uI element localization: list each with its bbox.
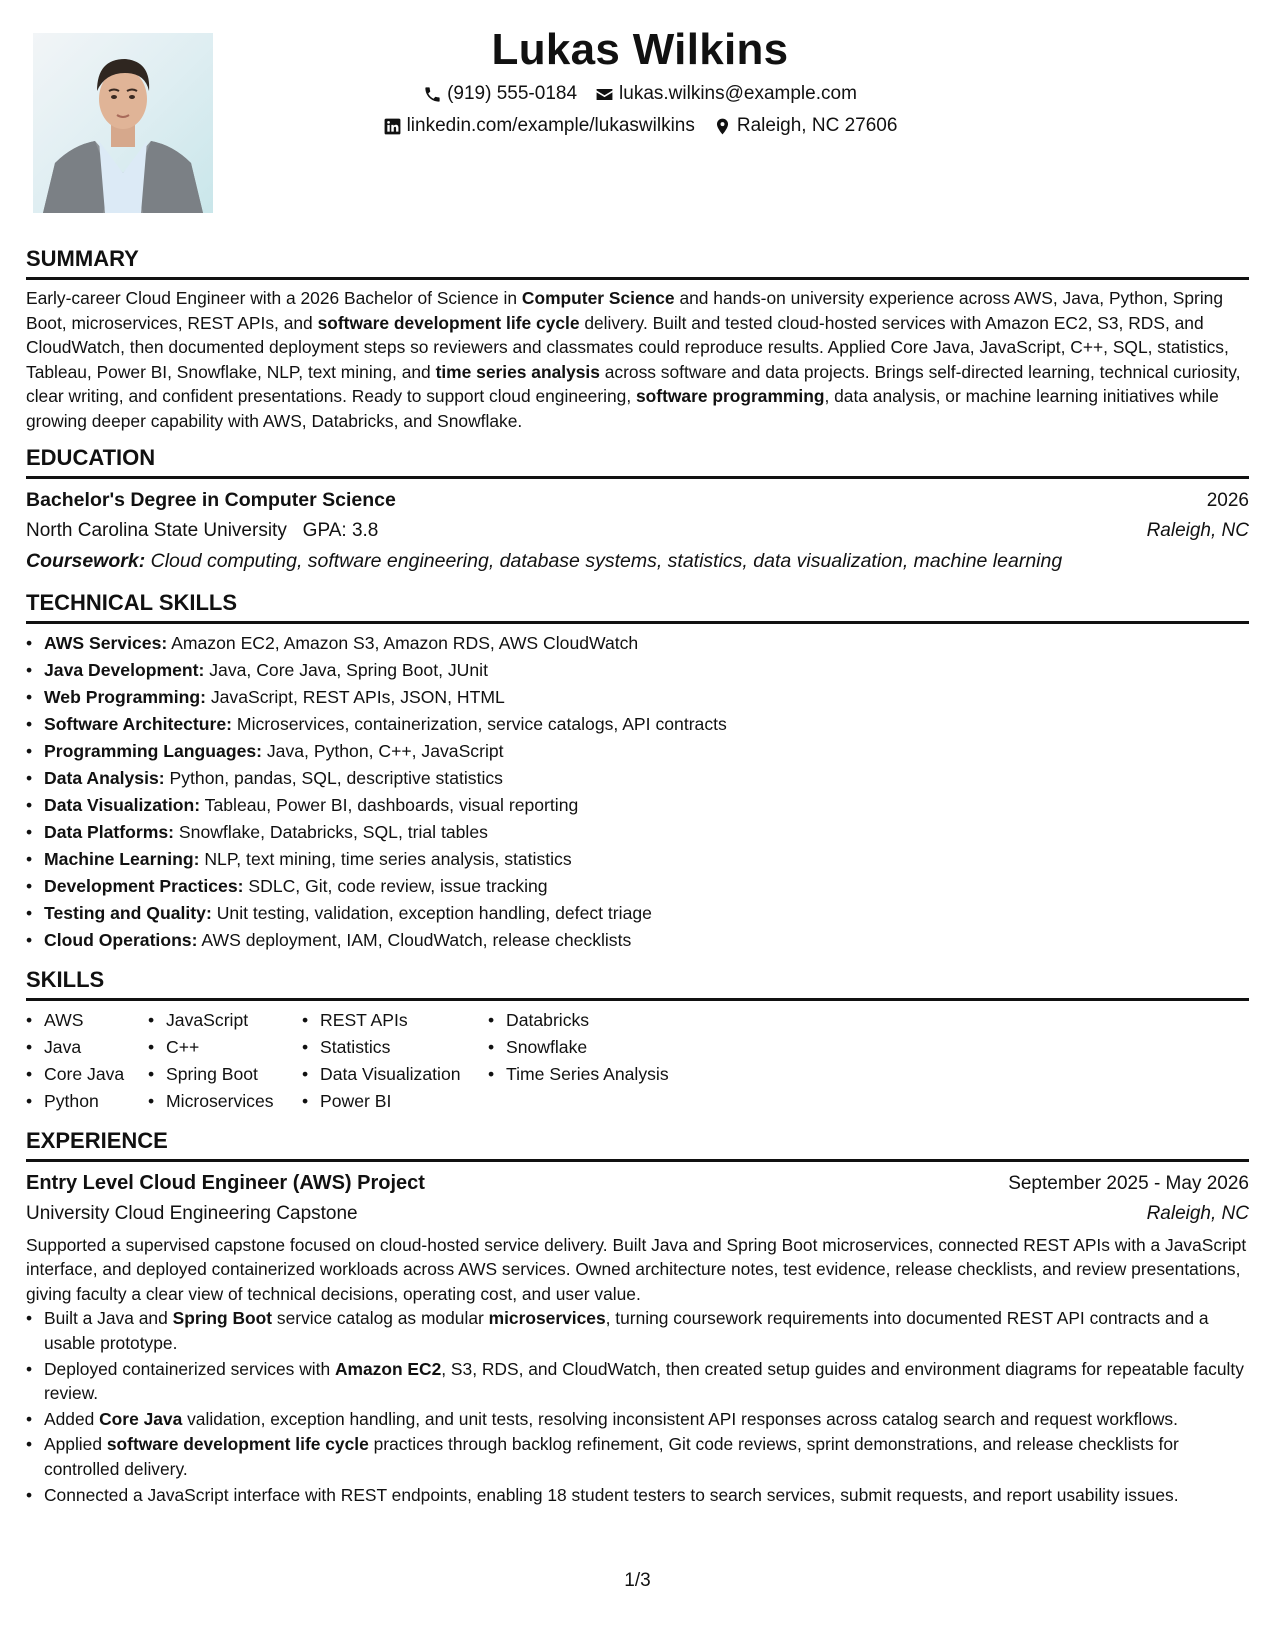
text-run: Applied <box>44 1434 107 1455</box>
skills-column <box>488 1007 688 1115</box>
technical-skill-item <box>26 873 1249 900</box>
technical-skill-item <box>26 765 1249 792</box>
skill-values: Java, Python, C++, JavaScript <box>262 740 504 761</box>
location-contact <box>713 110 898 142</box>
skill-category: Software Architecture: <box>44 713 233 734</box>
technical-skill-item <box>26 711 1249 738</box>
portrait-image <box>33 33 213 213</box>
map-pin-icon <box>713 117 732 136</box>
section-divider <box>26 621 1249 624</box>
skill-item: • JavaScript <box>148 1007 302 1034</box>
resume-header <box>230 22 1050 142</box>
technical-skill-item <box>26 630 1249 657</box>
skill-values: AWS deployment, IAM, CloudWatch, release checklists <box>197 929 632 950</box>
experience-bullet <box>26 1432 1249 1481</box>
school-location: Raleigh, NC <box>1146 519 1249 541</box>
skill-item: • Java <box>26 1034 148 1061</box>
skill-item: • Core Java <box>26 1061 148 1088</box>
technical-skill-item <box>26 738 1249 765</box>
organization-name: University Cloud Engineering Capstone <box>26 1202 358 1224</box>
education-section <box>26 444 1249 577</box>
text-run: , data analysis, or machine learning initiatives while growing deeper capability with AWS, Databricks, and Snowflake. <box>26 386 1219 431</box>
skill-category: Java Development: <box>44 659 205 680</box>
skills-column <box>26 1007 148 1115</box>
coursework-label: Coursework: <box>26 549 146 572</box>
experience-bullets <box>26 1306 1249 1507</box>
text-run: Early-career Cloud Engineer with a 2026 Bachelor of Science in <box>26 288 522 308</box>
job-location: Raleigh, NC <box>1146 1202 1249 1224</box>
skill-item: • Power BI <box>302 1088 488 1115</box>
page-number: 1/3 <box>624 1570 651 1591</box>
education-school-row <box>26 516 1249 546</box>
emphasis-text: time series analysis <box>435 361 600 382</box>
skill-item: • Snowflake <box>488 1034 688 1061</box>
gpa: GPA: 3.8 <box>302 519 379 541</box>
section-divider <box>26 1159 1249 1162</box>
contact-line-1 <box>230 78 1050 110</box>
technical-skill-item <box>26 657 1249 684</box>
section-divider <box>26 476 1249 479</box>
skill-item: • Spring Boot <box>148 1061 302 1088</box>
experience-bullet <box>26 1357 1249 1406</box>
technical-skill-item <box>26 927 1249 954</box>
skill-category: Machine Learning: <box>44 848 200 869</box>
skill-item: • Data Visualization <box>302 1061 488 1088</box>
skill-values: Unit testing, validation, exception handling, defect triage <box>211 902 652 923</box>
emphasis-text: Core Java <box>99 1408 183 1429</box>
technical-skill-item <box>26 900 1249 927</box>
skill-values: Snowflake, Databricks, SQL, trial tables <box>174 821 488 842</box>
skill-values: Java, Core Java, Spring Boot, JUnit <box>204 659 488 680</box>
emphasis-text: Spring Boot <box>172 1308 273 1329</box>
technical-skill-item <box>26 846 1249 873</box>
experience-bullet <box>26 1483 1249 1508</box>
email-text[interactable]: lukas.wilkins@example.com <box>619 83 857 104</box>
skill-category: Development Practices: <box>44 875 244 896</box>
education-title: EDUCATION <box>26 444 156 470</box>
summary-section <box>26 245 1249 434</box>
text-run: across software and data projects. Brings self-directed learning, technical curiosity, clear writing, and confident presentations. Ready to support cloud engineering, <box>26 361 1241 407</box>
text-run: Added <box>44 1408 100 1429</box>
skill-item: • AWS <box>26 1007 148 1034</box>
skill-item: • C++ <box>148 1034 302 1061</box>
summary-title: SUMMARY <box>26 246 139 271</box>
skill-item: • REST APIs <box>302 1007 488 1034</box>
emphasis-text: Amazon EC2 <box>334 1358 442 1379</box>
skill-item: • Time Series Analysis <box>488 1061 688 1088</box>
technical-skill-item <box>26 819 1249 846</box>
job-title: Entry Level Cloud Engineer (AWS) Project <box>26 1171 425 1194</box>
skill-category: Data Platforms: <box>44 821 175 842</box>
emphasis-text: software development life cycle <box>106 1434 369 1455</box>
candidate-name: Lukas Wilkins <box>491 25 789 74</box>
linkedin-text[interactable]: linkedin.com/example/lukaswilkins <box>406 115 695 136</box>
phone-icon <box>423 85 442 104</box>
emphasis-text: software development life cycle <box>317 312 580 333</box>
section-divider <box>26 277 1249 280</box>
education-degree-row <box>26 485 1249 516</box>
linkedin-icon <box>383 117 402 136</box>
skill-category: AWS Services: <box>44 632 168 653</box>
skill-item: • Statistics <box>302 1034 488 1061</box>
skill-item: • Python <box>26 1088 148 1115</box>
skills-section <box>26 966 1249 1115</box>
section-divider <box>26 998 1249 1001</box>
text-run: Deployed containerized services with <box>44 1358 335 1379</box>
experience-org-row <box>26 1199 1249 1229</box>
text-run: , S3, RDS, and CloudWatch, then created setup guides and environment diagrams for repeatable faculty review. <box>44 1358 1244 1404</box>
emphasis-text: software programming <box>636 386 825 407</box>
technical-skills-section <box>26 589 1249 954</box>
text-run: validation, exception handling, and unit tests, resolving inconsistent API responses across catalog search and request workflows. <box>182 1408 1178 1429</box>
skill-item: • Databricks <box>488 1007 688 1034</box>
school-line <box>26 516 378 546</box>
skills-column <box>302 1007 488 1115</box>
emphasis-text: microservices <box>488 1308 606 1329</box>
profile-photo <box>33 33 213 213</box>
technical-skills-list <box>26 630 1249 954</box>
skill-category: Cloud Operations: <box>44 929 198 950</box>
email-contact <box>595 78 857 110</box>
phone-contact <box>423 78 577 110</box>
graduation-year: 2026 <box>1206 489 1249 511</box>
text-run: and hands-on university experience across AWS, Java, Python, Spring Boot, microservices, REST APIs, and <box>26 288 1224 333</box>
skill-category: Testing and Quality: <box>44 902 212 923</box>
skill-values: Amazon EC2, Amazon S3, Amazon RDS, AWS CloudWatch <box>167 632 639 653</box>
text-run: delivery. Built and tested cloud-hosted services with Amazon EC2, S3, RDS, and CloudWatch, then documented deployment steps so reviewers and classmates could reproduce results. Applied Core Java, JavaScript, C++, SQL, statistics, Tableau, Power BI, Snowflake, NLP, text mining, and <box>26 312 1229 382</box>
skill-category: Data Visualization: <box>44 794 201 815</box>
degree-name: Bachelor's Degree in Computer Science <box>26 488 396 511</box>
skills-column <box>148 1007 302 1115</box>
experience-bullet <box>26 1306 1249 1355</box>
skill-values: Microservices, containerization, service catalogs, API contracts <box>232 713 727 734</box>
envelope-icon <box>595 85 614 104</box>
technical-skill-item <box>26 684 1249 711</box>
text-run: Built a Java and <box>44 1308 173 1329</box>
phone-text[interactable]: (919) 555-0184 <box>447 83 578 104</box>
school-name: North Carolina State University <box>26 519 287 541</box>
skill-values: NLP, text mining, time series analysis, statistics <box>199 848 572 869</box>
text-run: practices through backlog refinement, Git code reviews, sprint demonstrations, and release checklists for controlled delivery. <box>44 1434 1179 1479</box>
location-text: Raleigh, NC 27606 <box>736 115 898 136</box>
experience-section <box>26 1127 1249 1508</box>
text-run: Connected a JavaScript interface with REST endpoints, enabling 18 student testers to search services, submit requests, and report usability issues. <box>44 1484 1179 1505</box>
job-dates: September 2025 - May 2026 <box>1008 1172 1249 1194</box>
skill-values: JavaScript, REST APIs, JSON, HTML <box>205 686 505 707</box>
text-run: , turning coursework requirements into documented REST API contracts and a usable prototype. <box>44 1308 1209 1353</box>
experience-description: Supported a supervised capstone focused on cloud-hosted service delivery. Built Java and Spring Boot microservices, connected REST APIs with a JavaScript interface, and deployed containerized workloads across AWS services. Owned architecture notes, test evidence, release checklists, and review presentations, giving faculty a clear view of technical decisions, operating cost, and user value. <box>26 1234 1247 1304</box>
technical-skill-item <box>26 792 1249 819</box>
skill-category: Data Analysis: <box>44 767 165 788</box>
skill-category: Web Programming: <box>44 686 206 707</box>
coursework-list: Cloud computing, software engineering, database systems, statistics, data visualization, machine learning <box>150 549 1063 572</box>
coursework-line <box>26 546 1249 577</box>
contact-line-2 <box>230 110 1050 142</box>
technical-skills-title: TECHNICAL SKILLS <box>26 589 238 615</box>
experience-title: EXPERIENCE <box>26 1127 168 1153</box>
summary-text <box>26 286 1249 434</box>
skills-title: SKILLS <box>26 966 105 992</box>
skill-values: Tableau, Power BI, dashboards, visual reporting <box>200 794 579 815</box>
skills-grid <box>26 1007 1249 1115</box>
experience-bullet <box>26 1407 1249 1432</box>
emphasis-text: Computer Science <box>521 288 675 308</box>
experience-role-row <box>26 1168 1249 1199</box>
linkedin-contact <box>383 110 695 142</box>
skill-values: SDLC, Git, code review, issue tracking <box>243 875 548 896</box>
text-run: service catalog as modular <box>272 1308 489 1329</box>
skill-values: Python, pandas, SQL, descriptive statistics <box>164 767 503 788</box>
resume-body <box>26 245 1249 1508</box>
skill-category: Programming Languages: <box>44 740 262 761</box>
skill-item: • Microservices <box>148 1088 302 1115</box>
